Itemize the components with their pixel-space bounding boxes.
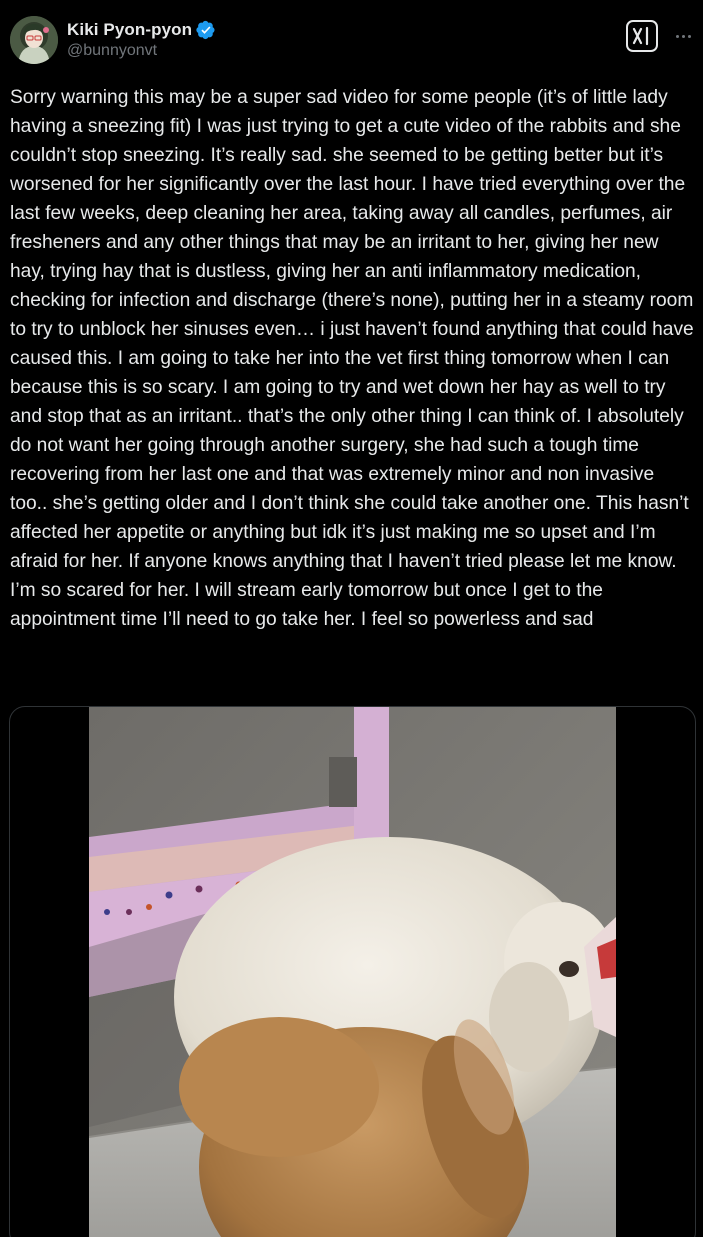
more-dot [676, 35, 679, 38]
grok-icon [626, 20, 658, 52]
display-name-row [67, 19, 216, 41]
avatar-illustration [10, 16, 58, 64]
grok-button[interactable] [626, 20, 658, 52]
rabbits-video-thumbnail [89, 707, 616, 1237]
tweet-header [10, 16, 693, 66]
video-player[interactable] [9, 706, 696, 1237]
handle[interactable]: @bunnyonvt [67, 42, 158, 59]
video-frame [89, 707, 616, 1237]
more-dot [688, 35, 691, 38]
display-name[interactable]: Kiki Pyon-pyon [67, 20, 193, 39]
tweet-text: Sorry warning this may be a super sad video for some people (it’s of little lady having a sneezing fit) I was just trying to get a cute video of the rabbits and she couldn’t stop sneezing. It’s really sad. she seemed to be getting better but it’s worsened for her significantly over the last hour. I have tried everything over the last few weeks, deep cleaning her area, taking away all candles, perfumes, air fresheners and any other things that may be an irritant to her, giving her new hay, trying hay that is dustless, giving her an anti inflammatory medication, checking for infection and discharge (there’s none), putting her in a steamy room to try to unblock her sinuses even… i just haven’t found anything that could have caused this. I am going to take her into the vet first thing tomorrow when I can because this is so scary. I am going to try and wet down her hay as well to try and stop that as an irritant.. that’s the only other thing I can think of. I absolutely do not want her going through another surgery, she had such a tough time recovering from her last one and that was extremely minor and non invasive too.. she’s getting older and I don’t think she could take another one. This hasn’t affected her appetite or anything but idk it’s just making me so upset and I’m afraid for her. If anyone knows anything that I haven’t tried please let me know. I’m so scared for her. I will stream early tomorrow but once I get to the appointment time I’ll need to go take her. I feel so powerless and sad [10, 87, 694, 630]
more-dot [682, 35, 685, 38]
avatar[interactable] [10, 16, 58, 64]
more-horizontal-icon[interactable] [671, 20, 695, 52]
verified-badge-icon [196, 20, 216, 40]
author-names [67, 19, 216, 60]
